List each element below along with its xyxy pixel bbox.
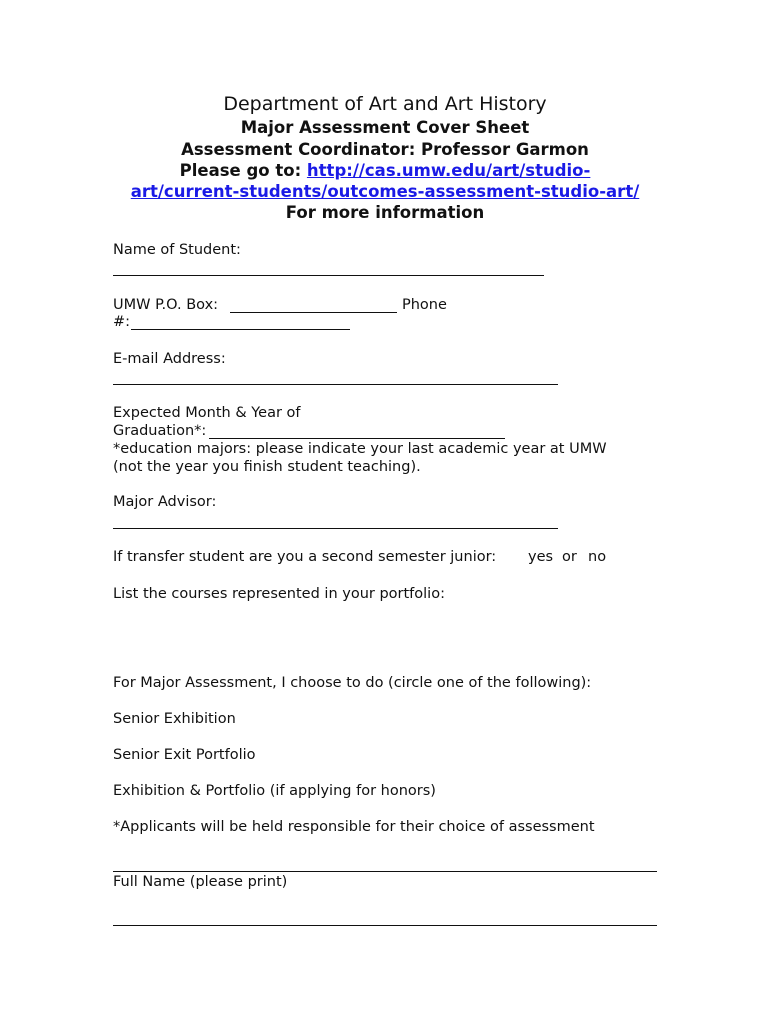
more-info-line: For more information — [285, 203, 485, 222]
signature-line[interactable] — [113, 925, 657, 926]
education-note-1: *education majors: please indicate your last academic year at UMW — [113, 441, 607, 457]
goto-line — [0, 161, 770, 180]
graduation-label-1: Expected Month & Year of — [113, 405, 301, 421]
option-senior-exit-portfolio[interactable]: Senior Exit Portfolio — [113, 747, 256, 763]
pobox-label: UMW P.O. Box: — [113, 297, 219, 313]
goto-line-2 — [0, 182, 770, 201]
transfer-no[interactable]: no — [588, 549, 607, 565]
graduation-line[interactable] — [209, 438, 505, 439]
student-name-label: Name of Student: — [113, 242, 241, 258]
education-note-2: (not the year you finish student teaching). — [113, 459, 421, 475]
info-link-part1[interactable]: http://cas.umw.edu/art/studio- — [306, 161, 591, 180]
email-line[interactable] — [113, 384, 558, 385]
transfer-question: If transfer student are you a second semester junior: — [113, 549, 497, 565]
goto-prefix: Please go to: — [179, 161, 307, 180]
phone-label: Phone — [402, 297, 447, 313]
student-name-line[interactable] — [113, 275, 544, 276]
email-label: E-mail Address: — [113, 351, 226, 367]
phone-hash: #: — [113, 314, 131, 330]
full-name-label: Full Name (please print) — [113, 874, 288, 890]
courses-label: List the courses represented in your portfolio: — [113, 586, 445, 602]
advisor-line[interactable] — [113, 528, 558, 529]
transfer-yes[interactable]: yes — [528, 549, 554, 565]
option-senior-exhibition[interactable]: Senior Exhibition — [113, 711, 236, 727]
option-exhibition-portfolio[interactable]: Exhibition & Portfolio (if applying for honors) — [113, 783, 436, 799]
document-title: Major Assessment Cover Sheet — [240, 118, 530, 137]
responsibility-disclaimer: *Applicants will be held responsible for their choice of assessment — [113, 819, 595, 835]
coordinator-line: Assessment Coordinator: Professor Garmon — [181, 140, 589, 159]
phone-line[interactable] — [131, 329, 350, 330]
assessment-prompt: For Major Assessment, I choose to do (circle one of the following): — [113, 675, 592, 691]
full-name-line[interactable] — [113, 871, 657, 872]
advisor-label: Major Advisor: — [113, 494, 217, 510]
pobox-line[interactable] — [230, 312, 397, 313]
transfer-or: or — [562, 549, 577, 565]
department-heading: Department of Art and Art History — [223, 93, 547, 115]
info-link-part2[interactable]: art/current-students/outcomes-assessment-studio-art/ — [130, 182, 640, 201]
graduation-label-2: Graduation*: — [113, 423, 207, 439]
